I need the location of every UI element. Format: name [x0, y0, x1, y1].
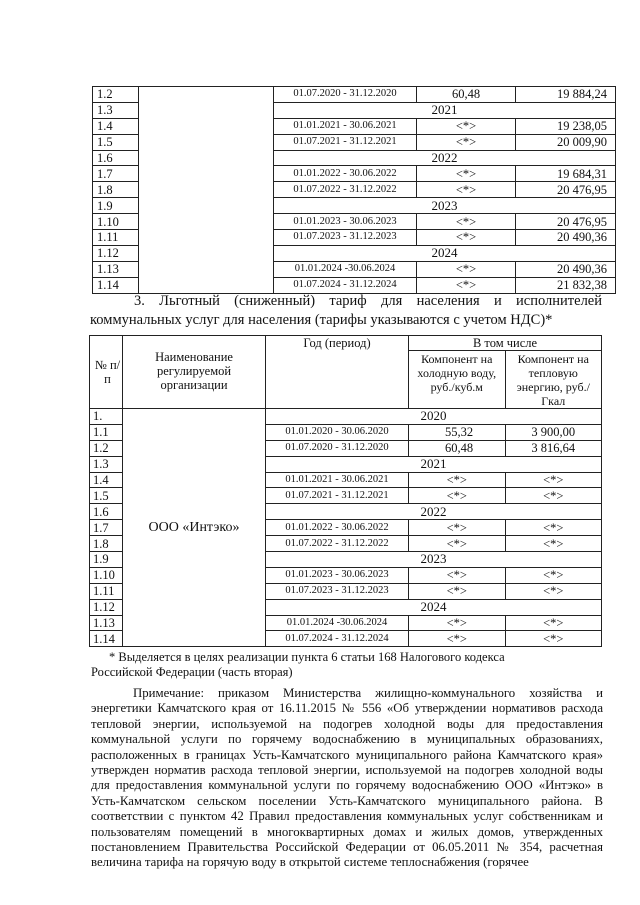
tariff-value: 20 490,36	[516, 230, 616, 246]
footnote-line2: Российской Федерации (часть вторая)	[91, 665, 293, 679]
row-number: 1.5	[90, 488, 123, 504]
period-cell: 01.07.2023 - 31.12.2023	[266, 583, 409, 599]
row-number: 1.10	[90, 567, 123, 583]
cold-water-value: <*>	[417, 134, 516, 150]
note-text: Примечание: приказом Министерства жилищно-коммунального хозяйства и энергетики Камчатского края от 16.11.2015 № 556 «Об утверждении нормативов расхода тепловой энергии, используемой на подогрев холодной воды для предоставления коммунальной услуги по горячему водоснабжению в муниципальных образованиях, расположенных в границах Усть-Камчатского муниципального района Камчатского края» утвержден норматив расхода тепловой энергии, используемой на подогрев холодной воды для предоставления коммунальной услуги по горячему водоснабжению ООО «Интэко» в Усть-Камчатском сельском поселении Усть-Камчатского муниципального района. В соответствии с пунктом 42 Правил предоставления коммунальных услуг собственникам и пользователям помещений в многоквартирных домах и жилых домов, утвержденных постановлением Правительства Российской Федерации от 06.05.2011 № 354, расчетная величина тарифа на горячую воду в открытой системе теплоснабжения (горячее	[91, 686, 603, 870]
year-cell: 2022	[266, 504, 602, 520]
row-number: 1.6	[90, 504, 123, 520]
period-cell: 01.07.2020 - 31.12.2020	[274, 87, 417, 103]
org-name-cell: ООО «Интэко»	[123, 409, 266, 647]
preferential-tariff-table	[89, 335, 602, 647]
row-number: 1.13	[90, 615, 123, 631]
section-3-heading-line1: 3. Льготный (сниженный) тариф для населения и исполнителей	[134, 293, 602, 309]
row-number: 1.12	[93, 245, 139, 261]
row-number: 1.14	[93, 277, 139, 293]
cold-water-value: 60,48	[417, 87, 516, 103]
period-cell: 01.01.2023 - 30.06.2023	[266, 567, 409, 583]
row-number: 1.8	[90, 536, 123, 552]
period-cell: 01.01.2022 - 30.06.2022	[266, 520, 409, 536]
period-cell: 01.07.2022 - 31.12.2022	[274, 182, 417, 198]
year-cell: 2024	[266, 599, 602, 615]
year-cell: 2023	[266, 552, 602, 568]
row-number: 1.2	[90, 440, 123, 456]
period-cell: 01.07.2021 - 31.12.2021	[274, 134, 417, 150]
row-number: 1.7	[90, 520, 123, 536]
header-period: Год (период)	[266, 336, 409, 409]
row-number: 1.4	[90, 472, 123, 488]
row-number: 1.1	[90, 424, 123, 440]
cold-water-value: 60,48	[409, 440, 506, 456]
tariff-value: 20 009,90	[516, 134, 616, 150]
tariff-value: 20 476,95	[516, 182, 616, 198]
row-number: 1.11	[90, 583, 123, 599]
row-number: 1.12	[90, 599, 123, 615]
header-heat: Компонент на тепловую энергию, руб./Гкал	[505, 351, 602, 409]
table-row	[93, 87, 616, 103]
year-cell: 2021	[274, 102, 616, 118]
row-number: 1.2	[93, 87, 139, 103]
period-cell: 01.01.2021 - 30.06.2021	[274, 118, 417, 134]
row-number: 1.4	[93, 118, 139, 134]
cold-water-value: <*>	[409, 631, 506, 647]
row-number: 1.5	[93, 134, 139, 150]
cold-water-value: <*>	[409, 567, 506, 583]
period-cell: 01.01.2022 - 30.06.2022	[274, 166, 417, 182]
period-cell: 01.07.2023 - 31.12.2023	[274, 230, 417, 246]
tariff-value: 19 684,31	[516, 166, 616, 182]
period-cell: 01.07.2021 - 31.12.2021	[266, 488, 409, 504]
heat-energy-value: <*>	[505, 520, 602, 536]
row-number: 1.6	[93, 150, 139, 166]
section-3-heading-line2: коммунальных услуг для населения (тарифы указываются с учетом НДС)*	[90, 312, 553, 328]
org-cell	[139, 87, 274, 294]
cold-water-value: <*>	[417, 166, 516, 182]
cold-water-value: <*>	[409, 615, 506, 631]
row-number: 1.9	[93, 198, 139, 214]
period-cell: 01.07.2024 - 31.12.2024	[274, 277, 417, 293]
cold-water-value: <*>	[417, 118, 516, 134]
footnote	[91, 650, 603, 680]
row-number: 1.3	[93, 102, 139, 118]
heat-energy-value: <*>	[505, 536, 602, 552]
tariff-value: 19 238,05	[516, 118, 616, 134]
heat-energy-value: <*>	[505, 615, 602, 631]
row-number: 1.13	[93, 261, 139, 277]
heat-energy-value: 3 900,00	[505, 424, 602, 440]
period-cell: 01.01.2023 - 30.06.2023	[274, 214, 417, 230]
period-cell: 01.01.2024 -30.06.2024	[266, 615, 409, 631]
heat-energy-value: <*>	[505, 472, 602, 488]
year-cell: 2020	[266, 409, 602, 425]
row-number: 1.14	[90, 631, 123, 647]
cold-water-value: <*>	[409, 536, 506, 552]
row-number: 1.7	[93, 166, 139, 182]
cold-water-value: <*>	[409, 488, 506, 504]
row-number: 1.9	[90, 552, 123, 568]
period-cell: 01.01.2020 - 30.06.2020	[266, 424, 409, 440]
heat-energy-value: <*>	[505, 488, 602, 504]
period-cell: 01.07.2020 - 31.12.2020	[266, 440, 409, 456]
heat-energy-value: <*>	[505, 583, 602, 599]
note-paragraph	[91, 686, 603, 871]
tariff-value: 21 832,38	[516, 277, 616, 293]
header-org: Наименование регулируемой организации	[123, 336, 266, 409]
row-number: 1.10	[93, 214, 139, 230]
tariff-value: 19 884,24	[516, 87, 616, 103]
year-cell: 2021	[266, 456, 602, 472]
period-cell: 01.01.2021 - 30.06.2021	[266, 472, 409, 488]
period-cell: 01.01.2024 -30.06.2024	[274, 261, 417, 277]
row-number: 1.	[90, 409, 123, 425]
heat-energy-value: <*>	[505, 567, 602, 583]
year-cell: 2022	[274, 150, 616, 166]
row-number: 1.8	[93, 182, 139, 198]
cold-water-value: <*>	[409, 583, 506, 599]
cold-water-value: <*>	[409, 520, 506, 536]
heat-energy-value: <*>	[505, 631, 602, 647]
row-number: 1.11	[93, 230, 139, 246]
header-num: № п/п	[90, 336, 123, 409]
tariff-table-continuation	[92, 86, 616, 294]
header-cold-water: Компонент на холодную воду, руб./куб.м	[409, 351, 506, 409]
tariff-value: 20 490,36	[516, 261, 616, 277]
cold-water-value: <*>	[417, 230, 516, 246]
cold-water-value: <*>	[417, 261, 516, 277]
cold-water-value: <*>	[409, 472, 506, 488]
period-cell: 01.07.2022 - 31.12.2022	[266, 536, 409, 552]
period-cell: 01.07.2024 - 31.12.2024	[266, 631, 409, 647]
table-row	[90, 409, 602, 425]
header-incl: В том числе	[409, 336, 602, 351]
tariff-value: 20 476,95	[516, 214, 616, 230]
cold-water-value: <*>	[417, 277, 516, 293]
footnote-line1: * Выделяется в целях реализации пункта 6 статьи 168 Налогового кодекса	[109, 650, 505, 664]
cold-water-value: <*>	[417, 214, 516, 230]
year-cell: 2024	[274, 245, 616, 261]
heat-energy-value: 3 816,64	[505, 440, 602, 456]
cold-water-value: <*>	[417, 182, 516, 198]
year-cell: 2023	[274, 198, 616, 214]
cold-water-value: 55,32	[409, 424, 506, 440]
row-number: 1.3	[90, 456, 123, 472]
section-3-heading	[90, 292, 602, 330]
